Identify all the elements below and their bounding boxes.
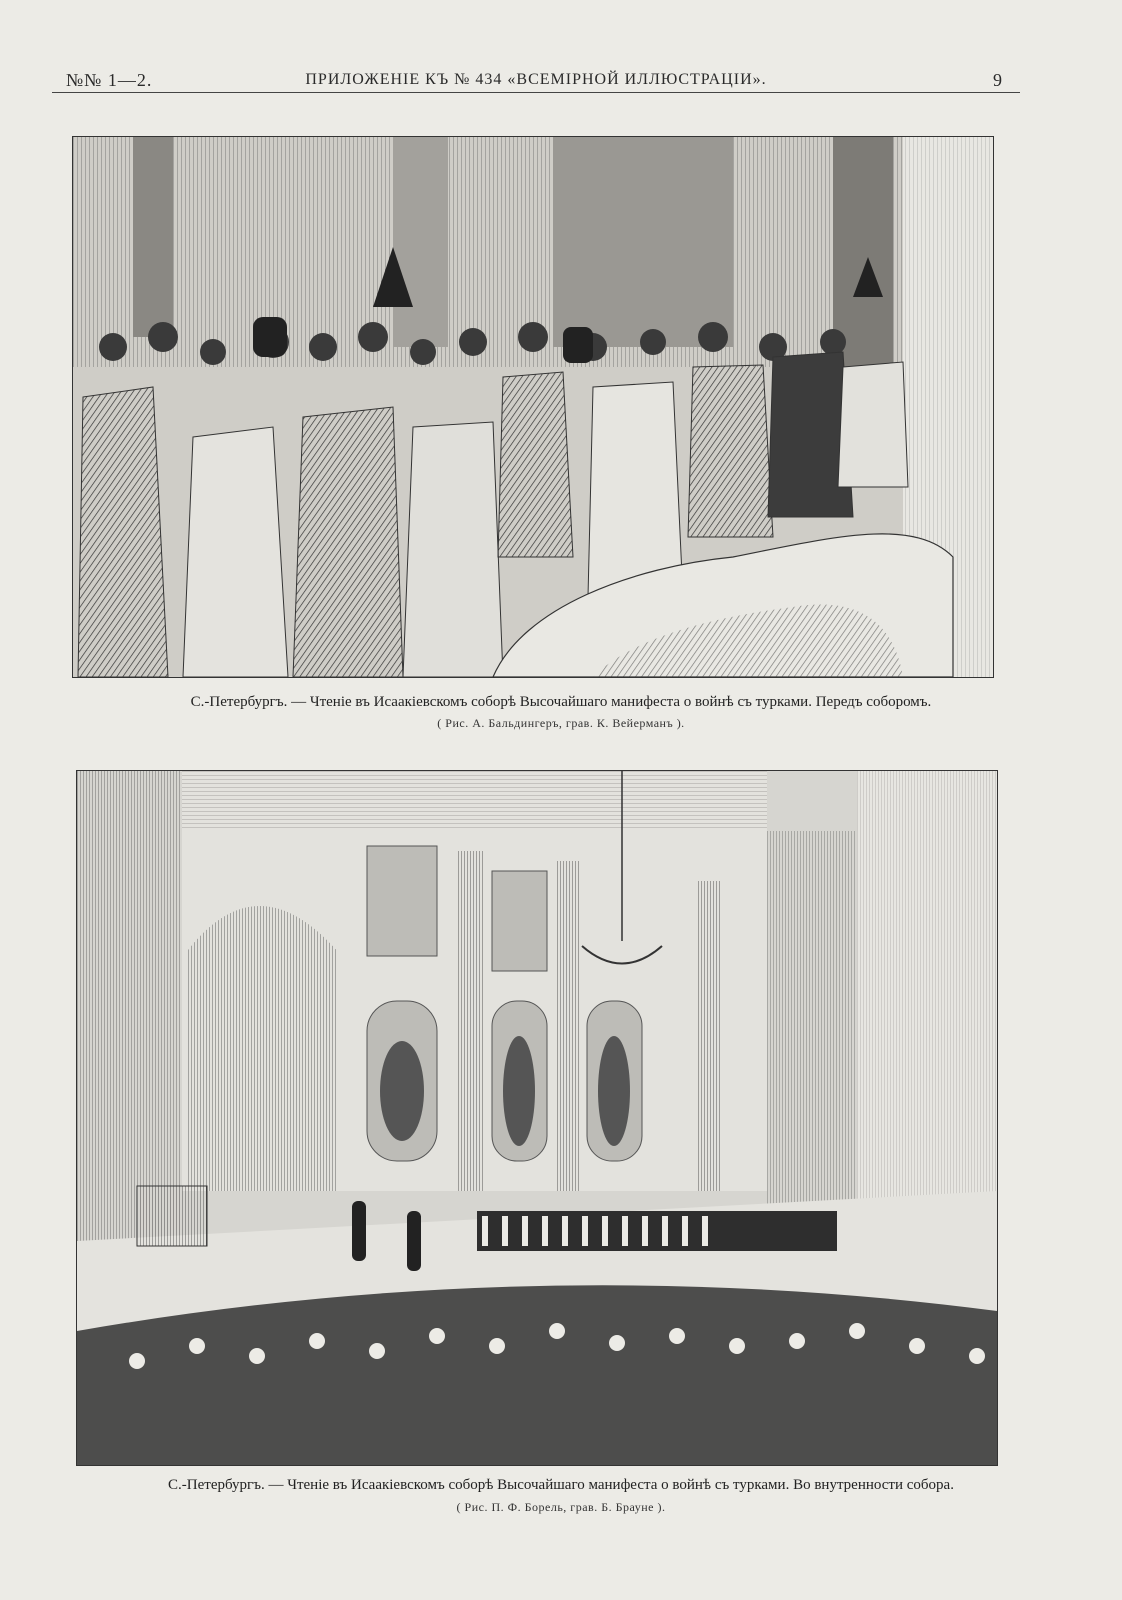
credit-before-cathedral: ( Рис. А. Бальдингеръ, грав. К. Вейерманъ ). — [437, 716, 685, 730]
caption-cathedral-interior: С.-Петербургъ. — Чтеніе въ Исаакіевскомъ соборѣ Высочайшаго манифеста о войнѣ съ турками. Во внутренности собора. — [168, 1477, 954, 1493]
caption-before-cathedral: С.-Петербургъ. — Чтеніе въ Исаакіевскомъ соборѣ Высочайшаго манифеста о войнѣ съ турками. Передъ соборомъ. — [190, 694, 932, 710]
page-number: 9 — [993, 70, 1002, 90]
engraving-before-cathedral — [72, 136, 994, 678]
credit-cathedral-interior: ( Рис. П. Ф. Борель, грав. Б. Брауне ). — [456, 1500, 666, 1514]
engraving-cathedral-interior — [76, 770, 998, 1466]
issue-number: №№ 1—2. — [66, 70, 153, 90]
page-header — [52, 68, 1020, 93]
supplement-title: ПРИЛОЖЕНІЕ КЪ № 434 «ВСЕМІРНОЙ ИЛЛЮСТРАЦІИ». — [305, 71, 767, 88]
